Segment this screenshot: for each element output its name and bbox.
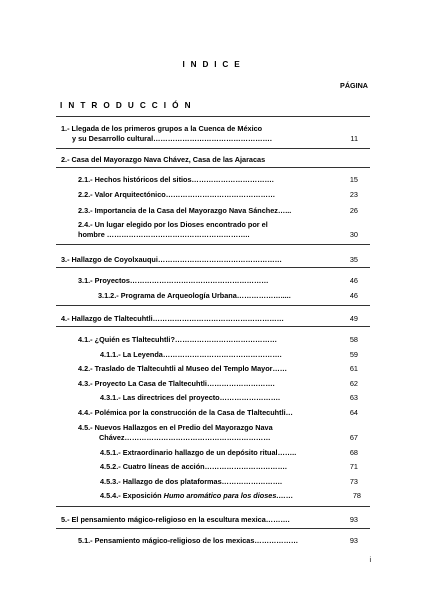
toc-page-number: 78 <box>352 491 361 500</box>
toc-entry-text: 4.5.4.- Exposición <box>100 491 164 500</box>
toc-page-number: 30 <box>349 230 358 239</box>
toc-page-number: 64 <box>349 408 358 417</box>
toc-entry-4-3-1 <box>100 393 280 403</box>
toc-entry-2-2 <box>78 190 275 200</box>
toc-entry-text: 4.5.- Nuevos Hallazgos en el Predio del Mayorazgo Nava <box>78 423 273 432</box>
toc-page-number: 49 <box>349 314 358 323</box>
toc-entry-text: 4.4.- Polémica por la construcción de la Casa de Tlaltecuhtli… <box>78 408 293 417</box>
divider <box>56 167 370 168</box>
toc-entry-4-5-2 <box>100 462 287 472</box>
divider <box>56 305 370 306</box>
toc-entry-text: 4.1.- ¿Quién es Tlaltecuhtli?…………………………………… <box>78 335 278 344</box>
toc-entry-5 <box>61 515 290 525</box>
toc-entry-4-1 <box>78 335 277 345</box>
toc-entry-4 <box>61 314 284 324</box>
toc-entry-text: 4.3.1.- Las directrices del proyecto……………………. <box>100 393 281 402</box>
toc-page-number: 46 <box>349 291 358 300</box>
toc-page-number: 73 <box>349 477 358 486</box>
toc-entry-text: 2.3.- Importancia de la Casa del Mayorazgo Nava Sánchez…... <box>78 206 292 215</box>
toc-entry-text: 2.- Casa del Mayorazgo Nava Chávez, Casa de las Ajaracas <box>61 155 266 164</box>
divider <box>56 244 370 245</box>
toc-page-number: 11 <box>350 134 358 143</box>
toc-entry-3 <box>61 255 282 265</box>
toc-entry-text: 5.- El pensamiento mágico-religioso en la escultura mexica………. <box>61 515 290 524</box>
toc-entry-text-cont: hombre ………………………………………………….. <box>78 229 250 239</box>
divider <box>56 326 370 327</box>
toc-page-number: 93 <box>349 536 358 545</box>
toc-entry-text: 2.4.- Un lugar elegido por los Dioses encontrado por el <box>78 220 268 229</box>
toc-entry-4-1-1 <box>100 350 282 360</box>
toc-entry-4-2 <box>78 364 287 374</box>
toc-entry-4-4 <box>78 408 293 418</box>
toc-entry-2-3 <box>78 206 291 216</box>
toc-entry-text: 3.1.2.- Programa de Arqueología Urbana………………..... <box>98 291 291 300</box>
divider <box>56 506 370 507</box>
toc-entry-4-3 <box>78 379 275 389</box>
divider <box>56 267 370 268</box>
toc-entry-text: 5.1.- Pensamiento mágico-religioso de los mexicas……………… <box>78 536 299 545</box>
toc-entry-text: 2.2.- Valor Arquitectónico……………………………………… <box>78 190 276 199</box>
divider <box>56 116 370 117</box>
toc-entry-italic-title: Humo aromático para los dioses <box>163 491 277 500</box>
toc-page-number: 71 <box>349 462 358 471</box>
divider <box>56 528 370 529</box>
toc-entry-2-4 <box>78 220 268 239</box>
page-column-header: PÁGINA <box>340 81 368 90</box>
toc-entry-text: 4.3.- Proyecto La Casa de Tlaltecuhtli………………………. <box>78 379 275 388</box>
toc-entry-leader: .…… <box>276 491 294 500</box>
toc-entry-1 <box>61 124 272 143</box>
toc-page-number: 61 <box>349 364 358 373</box>
toc-page-number: 26 <box>349 206 358 215</box>
toc-entry-5-1 <box>78 536 298 546</box>
divider <box>56 148 370 149</box>
toc-entry-text: 3.- Hallazgo de Coyolxauqui…………………………………………… <box>61 255 282 264</box>
toc-entry-2 <box>61 155 265 165</box>
toc-entry-text-cont: Chávez…………………………………………………… <box>99 432 271 442</box>
toc-page-number: 62 <box>349 379 358 388</box>
toc-entry-4-5-1 <box>100 448 296 458</box>
toc-page-number: 93 <box>349 515 358 524</box>
toc-entry-4-5-4 <box>100 491 293 501</box>
toc-entry-text: 4.2.- Traslado de Tlaltecuhtli al Museo del Templo Mayor…… <box>78 364 288 373</box>
toc-entry-text: 4.- Hallazgo de Tlaltecuhtli……………………………………………… <box>61 314 284 323</box>
toc-page-number: 67 <box>349 433 358 442</box>
toc-page-number: 46 <box>349 276 358 285</box>
toc-entry-text-cont: y su Desarrollo cultural…………………………………………. <box>72 133 272 143</box>
page-title: I N D I C E <box>182 60 242 69</box>
toc-page-number: 59 <box>349 350 358 359</box>
toc-entry-text: 4.5.2.- Cuatro líneas de acción……………………………. <box>100 462 287 471</box>
toc-entry-text: 1.- Llegada de los primeros grupos a la Cuenca de México <box>61 124 263 133</box>
introduction-heading: I N T R O D U C C I Ó N <box>60 101 193 110</box>
page-footer-number: i <box>369 557 371 564</box>
toc-entry-4-5 <box>78 423 273 442</box>
toc-page-number: 15 <box>349 175 358 184</box>
toc-entry-3-1-2 <box>98 291 291 301</box>
toc-page-number: 35 <box>349 255 358 264</box>
toc-entry-text: 3.1.- Proyectos………………………………………………… <box>78 276 269 285</box>
toc-entry-3-1 <box>78 276 269 286</box>
toc-entry-text: 2.1.- Hechos históricos del sitios……………………………. <box>78 175 274 184</box>
toc-entry-text: 4.5.1.- Extraordinario hallazgo de un depósito ritual…….. <box>100 448 297 457</box>
toc-page-number: 63 <box>349 393 358 402</box>
toc-page-number: 68 <box>349 448 358 457</box>
toc-entry-text: 4.1.1.- La Leyenda…………………………………………. <box>100 350 282 359</box>
toc-entry-2-1 <box>78 175 274 185</box>
toc-entry-text: 4.5.3.- Hallazgo de dos plataformas……………………. <box>100 477 283 486</box>
toc-entry-4-5-3 <box>100 477 282 487</box>
toc-page-number: 23 <box>349 190 358 199</box>
toc-page-number: 58 <box>349 335 358 344</box>
